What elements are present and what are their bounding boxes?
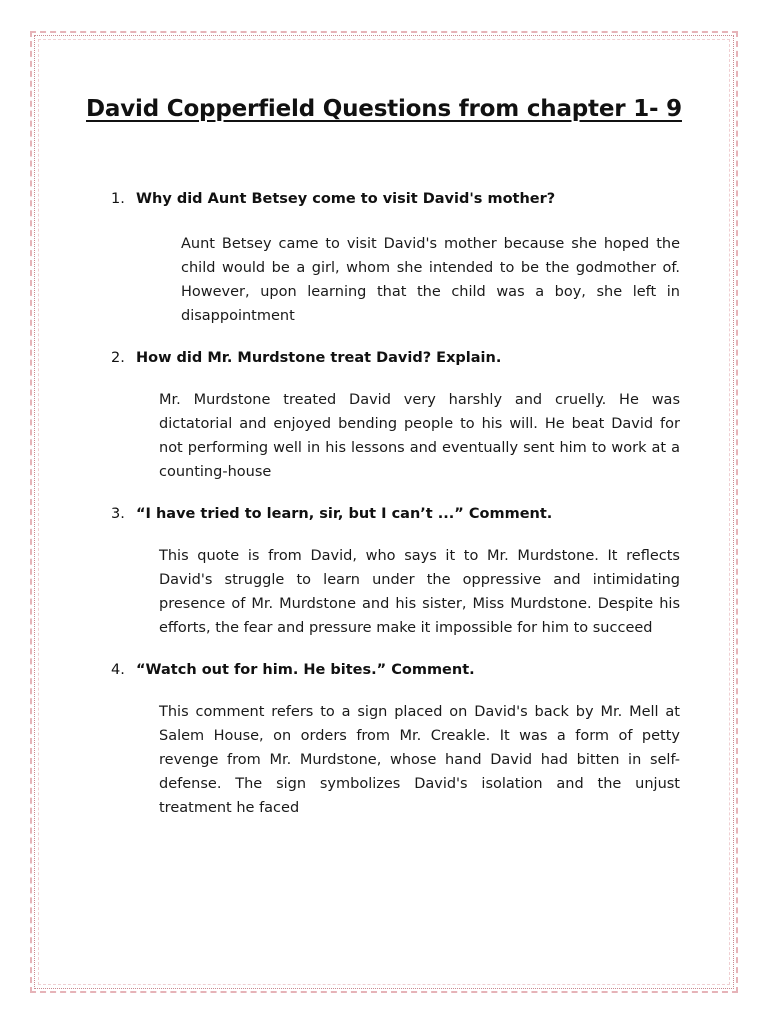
- question-number-4: 4.: [111, 662, 125, 678]
- question-text-1: Why did Aunt Betsey come to visit David's mother?: [136, 191, 556, 207]
- question-text-2: How did Mr. Murdstone treat David? Explain.: [136, 350, 502, 366]
- question-number-2: 2.: [111, 350, 125, 366]
- question-list: [108, 187, 680, 838]
- question-2: [108, 346, 680, 370]
- question-1: [108, 187, 680, 211]
- document-title: David Copperfield Questions from chapter 1- 9: [86, 96, 682, 122]
- question-item-3: [108, 502, 680, 640]
- answer-2: Mr. Murdstone treated David very harshly and cruelly. He was dictatorial and enjoyed bending people to his will. He beat David for not performing well in his lessons and eventually sent him to work at a counting-house: [159, 392, 680, 480]
- question-item-2: [108, 346, 680, 484]
- question-3: [108, 502, 680, 526]
- question-text-3: “I have tried to learn, sir, but I can’t ...” Comment.: [136, 506, 553, 522]
- question-item-4: [108, 658, 680, 820]
- answer-4: This comment refers to a sign placed on David's back by Mr. Mell at Salem House, on orders from Mr. Creakle. It was a form of petty revenge from Mr. Murdstone, whose hand David had bitten in self-defense. The sign symbolizes David's isolation and the unjust treatment he faced: [159, 704, 680, 816]
- answer-3: This quote is from David, who says it to Mr. Murdstone. It reflects David's struggle to learn under the oppressive and intimidating presence of Mr. Murdstone and his sister, Miss Murdstone. Despite his efforts, the fear and pressure make it impossible for him to succeed: [159, 548, 680, 636]
- answer-1: Aunt Betsey came to visit David's mother because she hoped the child would be a girl, whom she intended to be the godmother of. However, upon learning that the child was a boy, she left in disappointment: [181, 236, 680, 324]
- question-text-4: “Watch out for him. He bites.” Comment.: [136, 662, 475, 678]
- question-item-1: [108, 187, 680, 328]
- question-4: [108, 658, 680, 682]
- question-number-1: 1.: [111, 191, 125, 207]
- question-number-3: 3.: [111, 506, 125, 522]
